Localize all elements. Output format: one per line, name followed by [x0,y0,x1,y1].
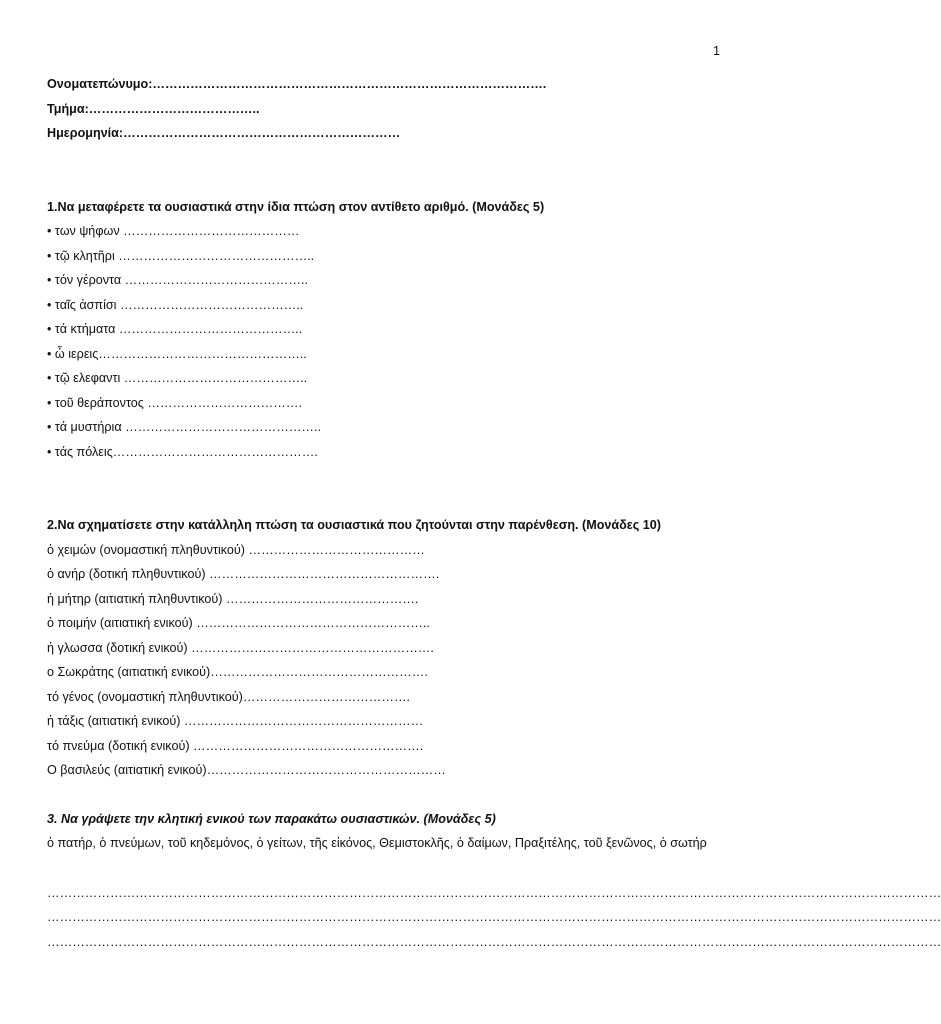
list-item: • των ψήφων …………………………………… [47,224,300,238]
list-item: ὁ χειμών (ονομαστική πληθυντικού) …………………………………… [47,543,425,557]
list-item: ὁ ανήρ (δοτική πληθυντικού) ………………………………………………. [47,567,440,581]
section3-word-list: ὁ πατήρ, ὁ πνεύμων, τοῦ κηδεμόνος, ὁ γείτων, τῆς εἰκόνος, Θεμιστοκλῆς, ὁ δαίμων, Πραξιτέλης, τοῦ ξενῶνος, ὁ σωτήρ [47,836,707,850]
name-field: Ονοματεπώνυμο:…………………………………………………………………………………. [47,77,547,91]
list-item: • τάς πόλεις…………………………………………. [47,445,318,459]
list-item: ο Σωκράτης (αιτιατική ενικού)……………………………………………. [47,665,428,679]
answer-line: …………………………………………………………………………………………………………………………………………………………………………………………… [47,886,941,900]
list-item: • ὦ ιερεις………………………………………….. [47,347,307,361]
answer-line: …………………………………………………………………………………………………………………………………………………………………………………………… [47,910,941,924]
list-item: • τόν γέροντα …………………………………….. [47,273,308,287]
section2-title: 2.Να σχηματίσετε στην κατάλληλη πτώση τα ουσιαστικά που ζητούνται στην παρένθεση. (Μονάδες 10) [47,518,661,532]
answer-line: …………………………………………………………………………………………………………………………………………………………………………………………… [47,935,941,949]
list-item: • τά μυστήρια ……………………………………….. [47,420,322,434]
list-item: Ο βασιλεύς (αιτιατική ενικού)………………………………………………… [47,763,446,777]
class-field: Τμήμα:………………………………….. [47,102,260,116]
list-item: τό γένος (ονομαστική πληθυντικού)…………………………………. [47,690,411,704]
list-item: ὁ ποιμήν (αιτιατική ενικού) ……………………………………………….. [47,616,430,630]
list-item: • τῷ κλητῆρι ……………………………………….. [47,249,315,263]
section3-title: 3. Να γράψετε την κλητική ενικού των παρακάτω ουσιαστικών. (Μονάδες 5) [47,812,496,826]
list-item: • τῷ ελεφαντι …………………………………….. [47,371,308,385]
list-item: • τά κτήματα …………………………………….. [47,322,303,336]
date-field: Ημερομηνία:………………………………………………………… [47,126,401,140]
section1-title: 1.Να μεταφέρετε τα ουσιαστικά στην ίδια πτώση στον αντίθετο αριθμό. (Μονάδες 5) [47,200,545,214]
list-item: τό πνεύμα (δοτική ενικού) ………………………………………………. [47,739,424,753]
list-item: ἡ γλωσσα (δοτική ενικού) …………………………………………………. [47,641,434,655]
list-item: • ταῖς ἀσπίσι …………………………………….. [47,298,304,312]
page-number: 1 [712,44,720,58]
list-item: • τοῦ θεράποντος ………………………………. [47,396,302,410]
list-item: ἡ τάξις (αιτιατική ενικού) ………………………………………………… [47,714,424,728]
list-item: ἡ μήτηρ (αιτιατική πληθυντικού) ………………………………………. [47,592,419,606]
